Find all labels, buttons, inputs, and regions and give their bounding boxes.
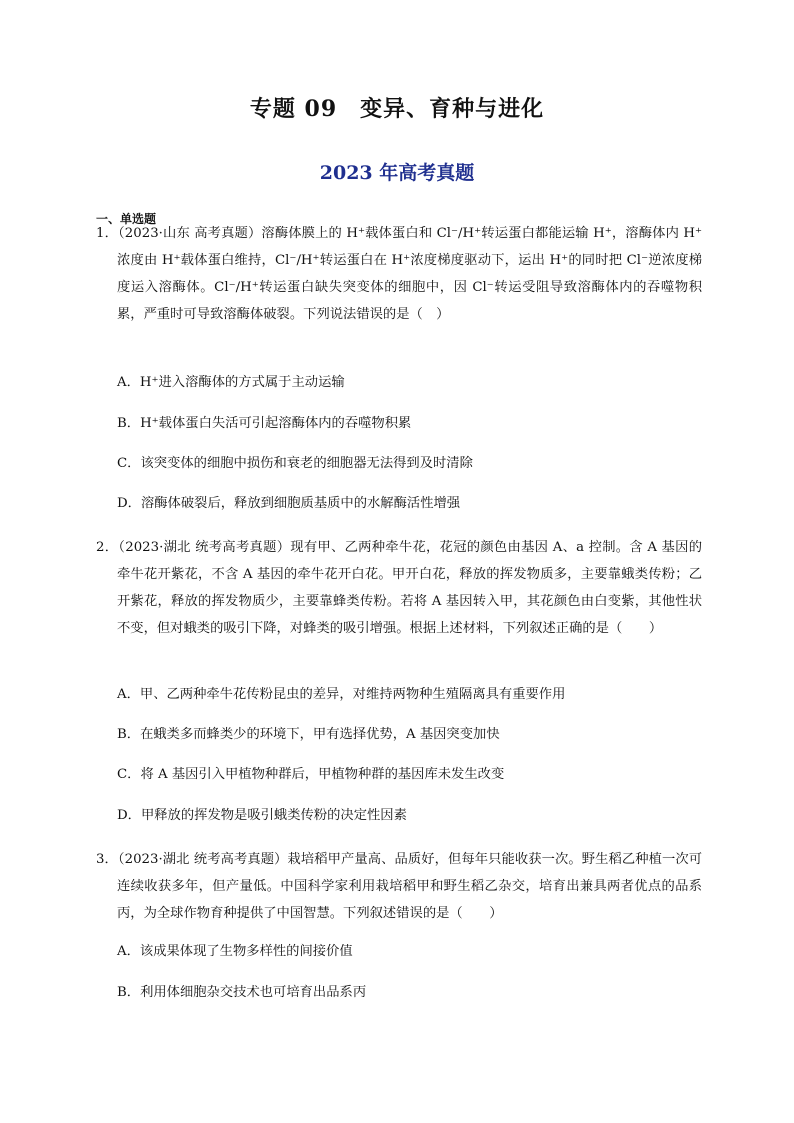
option-d: D．溶酶体破裂后，释放到细胞质基质中的水解酶活性增强 bbox=[117, 496, 461, 511]
question-stem: 1．（2023·山东 高考真题）溶酶体膜上的 H⁺载体蛋白和 Cl⁻/H⁺转运蛋白都能运输 H⁺，溶酶体内 H⁺浓度由 H⁺载体蛋白维持，Cl⁻/H⁺转运蛋白在 H⁺浓度梯度驱动下，运出 H⁺的同时把 Cl⁻逆浓度梯度运入溶酶体。Cl⁻/H⁺转运蛋白缺失突变体的细胞中，因 Cl⁻转运受阻导致溶酶体内的吞噬物积累，严重时可导致溶酶体破裂。下列说法错误的是（ ） bbox=[96, 226, 702, 322]
option-d: D．甲释放的挥发物是吸引蛾类传粉的决定性因素 bbox=[117, 808, 407, 823]
option-b: B．H⁺载体蛋白失活可引起溶酶体内的吞噬物积累 bbox=[117, 416, 412, 431]
option-c: C．该突变体的细胞中损伤和衰老的细胞器无法得到及时清除 bbox=[117, 456, 473, 471]
question-3 bbox=[96, 846, 702, 927]
option-a: A．该成果体现了生物多样性的间接价值 bbox=[117, 944, 353, 959]
option-a: A．甲、乙两种牵牛花传粉昆虫的差异，对维持两物种生殖隔离具有重要作用 bbox=[117, 687, 566, 702]
question-stem: 2．（2023·湖北 统考高考真题）现有甲、乙两种牵牛花，花冠的颜色由基因 A、a 控制。含 A 基因的牵牛花开紫花，不含 A 基因的牵牛花开白花。甲开白花，释放的挥发物质多，主要靠蛾类传粉；乙开紫花，释放的挥发物质少，主要靠蜂类传粉。若将 A 基因转入甲，其花颜色由白变紫，其他性状不变，但对蛾类的吸引下降，对蜂类的吸引增强。根据上述材料，下列叙述正确的是（ ） bbox=[96, 540, 702, 636]
question-stem: 3．（2023·湖北 统考高考真题）栽培稻甲产量高、品质好，但每年只能收获一次。野生稻乙种植一次可连续收获多年，但产量低。中国科学家利用栽培稻甲和野生稻乙杂交，培育出兼具两者优点的品系丙，为全球作物育种提供了中国智慧。下列叙述错误的是（ ） bbox=[96, 852, 702, 921]
page-title: 专题 09 变异、育种与进化 bbox=[249, 96, 545, 122]
option-c: C．将 A 基因引入甲植物种群后，甲植物种群的基因库未发生改变 bbox=[117, 767, 505, 782]
option-b: B．在蛾类多而蜂类少的环境下，甲有选择优势，A 基因突变加快 bbox=[117, 727, 500, 742]
question-1 bbox=[96, 220, 702, 328]
question-2 bbox=[96, 534, 702, 642]
section-heading: 一、单选题 bbox=[96, 212, 157, 226]
option-a: A．H⁺进入溶酶体的方式属于主动运输 bbox=[117, 375, 345, 390]
option-b: B．利用体细胞杂交技术也可培育出品系丙 bbox=[117, 985, 367, 1000]
page-subtitle: 2023 年高考真题 bbox=[319, 162, 475, 184]
